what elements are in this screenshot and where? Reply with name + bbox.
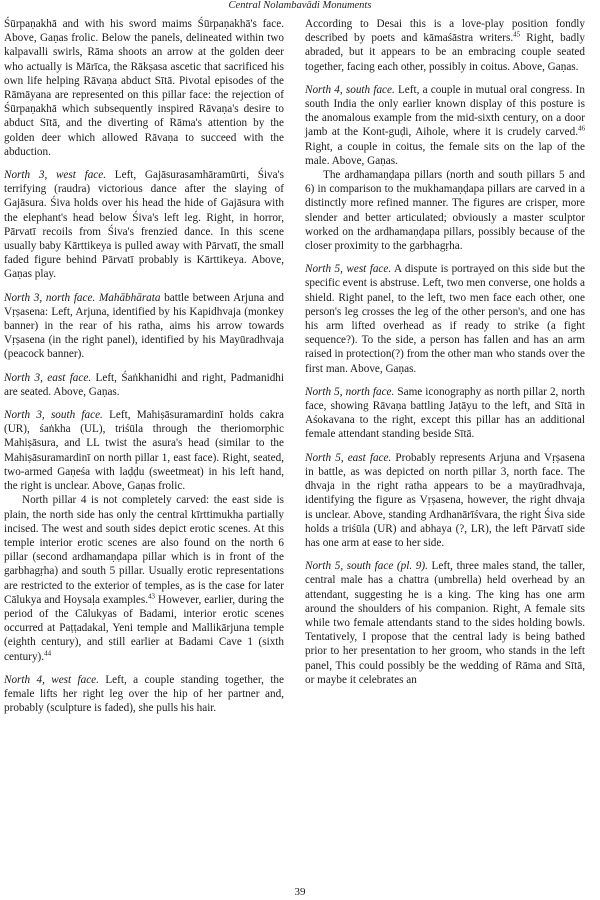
left-column <box>4 17 284 724</box>
paragraph-lead: North 5, west face. <box>305 263 392 276</box>
paragraph-lead: North 3, north face. Mahābhārata <box>4 291 161 304</box>
paragraph-lead: North 3, south face. <box>4 409 103 422</box>
paragraph-lead: North 4, south face. <box>305 83 395 96</box>
paragraph-lead: North 5, east face. <box>305 451 392 464</box>
paragraph-lead: North 5, north face. <box>305 385 395 398</box>
paragraph: According to Desai this is a love-play position fondly described by poets and kāmaśāstra writers.$^{45}$ Right, badly abraded, but it appears to be an embracing couple seated together, facing each other, possibly in coitus. Above, Gaṇas. <box>305 18 585 73</box>
paragraph: North pillar 4 is not completely carved: the east side is plain, the north side has only the central kīrttimukha partially incised. The west and south sides depict erotic scenes. At this temple interior erotic scenes are also found on the north 6 pillar (second ardhamaṇḍapa pillar which is in front of the garbhagṛha) and south 5 pillar. Usually erotic representations are restricted to the exterior of temples, as is the case for later Cālukya and Hoysaḷa examples.$^{43}$ However, earlier, during the period of the Cālukyas of Badami, interior erotic scenes occurred at Paṭṭadakal, Yeni temple and Mallikārjuna temple (eighth century), and still earlier at Badami Cave 1 (sixth century).$^{44}$ <box>4 494 285 663</box>
right-column <box>305 17 585 696</box>
paragraph: North 3, south face. Left, Mahiṣāsuramardinī holds cakra (UR), śaṅkha (UL), triśūla through the theriomorphic Mahiṣāsura, and LL twist the asura's head (similar to the Mahiṣāsuramardinī on north pillar 1, east face). Right, seated, two-armed Gaṇeśa with laḍḍu (sweetmeat) in his left hand, the right is unclear. Above, Gaṇas frolic. <box>4 409 284 493</box>
paragraph: North 5, south face (pl. 9). Left, three males stand, the taller, central male has a chattra (umbrella) held overhead by an attendant, suggesting he is a king. The king has one arm around the shoulders of his companion. Right, A female sits while two female attendants stand to the sides holding bowls. Tentatively, I propose that the central lady is being bathed prior to her presentation to her groom, who stands in the left panel, This could possibly be the wedding of Rāma and Sītā, or maybe it celebrates an <box>305 560 585 686</box>
paragraph: North 4, west face. Left, a couple standing together, the female lifts her right leg over the hip of her partner and, probably (sculpture is faded), she pulls his hair. <box>4 673 284 715</box>
paragraph: Śūrpaṇakhā and with his sword maims Śūrpaṇakhā's face. Above, Gaṇas frolic. Below the panels, delineated within two kalpavalli swirls, Rāma shoots an arrow at the golden deer who actually is Mārīca, the Rākṣasa ascetic that sacrificed his own life helping Rāvaṇa abduct Sītā. Pivotal episodes of the Rāmāyana are represented on this pillar face: the rejection of Śūrpaṇakhā which subsequently inspired Rāvaṇa's desire to abduct Sītā, and the diverting of Rāma's attention by the golden deer which allowed Rāvaṇa to succeed with the abduction. <box>4 18 284 158</box>
footnote-ref: 43 <box>148 591 156 600</box>
running-header: Central Nolambavādi Monuments <box>228 0 372 11</box>
paragraph: North 5, west face. A dispute is portrayed on this side but the specific event is abstruse. Left, two men converse, one holds a shield. Right panel, to the left, two men face each other, one person's leg crosses the leg of the other person's, and one has his arm lifted overhead as if ready to strike (a fight sequence?). To the side, a person has fallen and has an arm raised in protection(?) from the other man who stands over the first man. Above, Gaṇas. <box>305 263 586 375</box>
paragraph-lead: North 3, west face. <box>4 169 107 182</box>
paragraph-lead: North 4, west face. <box>4 673 99 686</box>
footnote-ref: 46 <box>578 124 585 133</box>
paragraph: North 3, east face. Left, Śaṅkhanidhi and right, Padmanidhi are seated. Above, Gaṇas. <box>4 371 284 398</box>
page-number: 39 <box>294 886 306 898</box>
paragraph-lead: North 5, south face (pl. 9). <box>305 560 428 573</box>
paragraph: North 5, north face. Same iconography as north pillar 2, north face, showing Rāvaṇa battling Jaṭāyu to the left, and Sītā in Aśokavana to the right, except this pillar has an additional female attendant standing beside Sītā. <box>305 385 585 441</box>
paragraph: North 3, west face. Left, Gajāsurasamhāramūrti, Śiva's terrifying (raudra) victorious dance after the slaying of Gajāsura. Śiva holds over his head the hide of Gajāsura with the elephant's head below Śiva's left leg. Right, in horror, Pārvatī recoils from Śiva's frenzied dance. In this scene usually baby Kārttikeya is pulled away with Pārvatī, the small faded figure behind Pārvatī probably is Kārttikeya. Above, Gaṇas play. <box>4 169 284 281</box>
paragraph: North 3, north face. Mahābhārata battle between Arjuna and Vṛṣasena: Left, Arjuna, identified by his Kapidhvaja (monkey banner) in the rear of his ratha, aims his arrow towards Vṛṣasena (in the right panel), identified by his Mayūradhvaja (peacock banner). <box>4 291 284 361</box>
footnote-ref: 44 <box>44 648 52 657</box>
paragraph-lead: North 3, east face. <box>4 371 92 384</box>
paragraph: North 4, south face. Left, a couple in mutual oral congress. In south India the only earlier known display of this posture is the anomalous example from the mid-sixth century, on a door jamb at the Kont-guḍi, Aihole, where it is crudely carved.$^{46}$ Right, a couple in coitus, the female sits on the lap of the male. Above, Gaṇas. <box>305 83 585 167</box>
footnote-ref: 45 <box>513 30 521 39</box>
paragraph: North 5, east face. Probably represents Arjuna and Vṛṣasena in battle, as was depicted on north pillar 3, north face. The dhvaja in the right ratha appears to be a mayūradhvaja, identifying the figure as Vṛṣasena, however, the right dhvaja is unclear. Above, standing Ardhanārīśvara, the right Śiva side holds a triśūla (UR) and abhaya (?, LR), the left Pārvatī side has one arm at ease to her side. <box>305 451 585 549</box>
paragraph: The ardhamaṇḍapa pillars (north and south pillars 5 and 6) in comparison to the mukhamaṇḍapa pillars are carved in a distinctly more refined manner. The figures are crisper, more slender and better articulated; obviously a master sculptor worked on the ardhamaṇḍapa pillars, possibly because of the closer proximity to the garbhagṛha. <box>305 169 585 253</box>
